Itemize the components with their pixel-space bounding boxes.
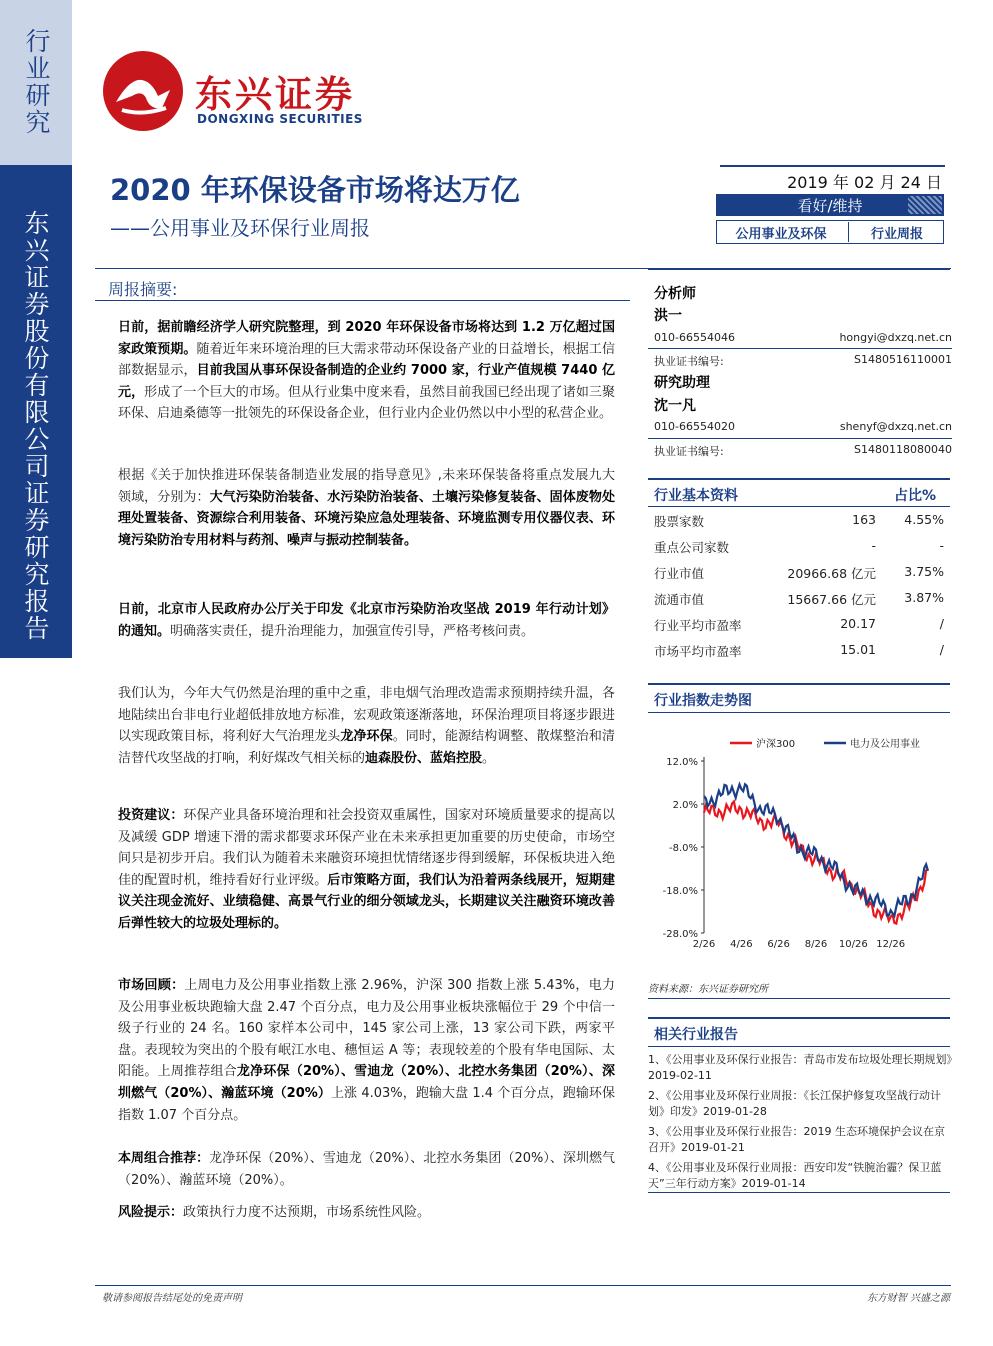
text-run: 明确落实责任，提升治理能力，加强宣传引导，严格考核问责。 xyxy=(170,623,535,639)
report-title: 2020 年环保设备市场将达万亿 xyxy=(110,173,520,207)
assistant-row-rule xyxy=(648,438,952,439)
footer-slogan: 东方财智 兴盛之源 xyxy=(866,1293,950,1304)
bold-text-run: 龙净环保 xyxy=(340,729,393,745)
logo-en-text: DONGXING SECURITIES xyxy=(197,112,363,126)
bold-text-run: 风险提示： xyxy=(118,1205,184,1220)
text-run: 我们认为，今年大气仍然是治理的重中之重，非电烟气治理改造需求预期持续升温，各地陆续出台非电行业超低排放地方标准，宏观政策逐渐落地，环保治理项目将逐步跟进以实现政策目标，将利好大气治理龙头 xyxy=(118,686,615,745)
reports-title: 相关行业报告 xyxy=(654,1027,738,1043)
summary-paragraph xyxy=(118,1148,615,1191)
analyst-row-rule xyxy=(648,348,952,349)
industry-row-value: - xyxy=(871,538,876,553)
text-run: 环保产业具备环境治理和社会投资双重属性，国家对环境质量要求的提高以及减缓 GDP 增速下滑的需求都要求环保产业在未来承担更加重要的历史使命，市场空间只是初步开启。我们认为随着未来融资环境担忧情绪逐步得到缓解，环保板块进入绝佳的配置时机，维持看好行业评级。 xyxy=(118,808,615,888)
industry-row-pct: / xyxy=(939,616,944,631)
series-line xyxy=(704,802,928,924)
chart-bottom-rule xyxy=(648,998,950,999)
reports-top-rule xyxy=(648,1017,950,1019)
text-run: 上涨 4.03%，跑输大盘 1.4 个百分点，跑输环保指数 1.07 个百分点。 xyxy=(118,1085,616,1123)
text-run: 形成了一个巨大的市场。但从行业集中度来看，虽然目前我国已经出现了诸如三聚环保、启迪桑德等一批领先的环保设备企业，但行业内企业仍然以中小型的私营企业。 xyxy=(118,384,615,422)
analyst-email[interactable]: hongyi@dxzq.net.cn xyxy=(839,331,952,344)
industry-row-value: 163 xyxy=(852,512,876,527)
analyst-rule xyxy=(648,268,950,270)
report-link[interactable]: 3、《公用事业及环保行业报告：2019 生态环境保护会议在京召开》2019-01-21 xyxy=(648,1125,945,1154)
legend-label: 沪深300 xyxy=(756,739,796,750)
chart-title-rule xyxy=(648,712,950,713)
industry-row-pct: 3.87% xyxy=(904,590,944,605)
tag-separator xyxy=(848,222,849,242)
industry-row-pct: 4.55% xyxy=(904,512,944,527)
summary-paragraph xyxy=(118,465,615,551)
bold-text-run: 大气污染防治装备、水污染防治装备、土壤污染修复装备、固体废物处理处置装备、资源综合利用装备、环境污染应急处理装备、环境监测专用仪器仪表、环境污染防治专用材料与药剂、噪声与振动控制装备。 xyxy=(118,489,615,548)
summary-paragraph xyxy=(118,317,615,425)
reports-bottom-rule xyxy=(648,1192,950,1193)
industry-index-chart xyxy=(648,725,948,965)
industry-row-label: 重点公司家数 xyxy=(654,540,730,555)
footer-disclaimer: 敬请参阅报告结尾处的免责声明 xyxy=(102,1293,242,1304)
text-run: 。 xyxy=(482,750,496,766)
industry-row-value: 15667.66 亿元 xyxy=(787,592,876,607)
industry-row-label: 流通市值 xyxy=(654,592,705,607)
footer-rule xyxy=(95,1285,951,1286)
legend-label: 电力及公用事业 xyxy=(850,739,920,750)
industry-row-value: 15.01 xyxy=(840,642,876,657)
rating-text: 看好/维持 xyxy=(797,197,863,215)
industry-row-pct: / xyxy=(939,642,944,657)
text-run: 政策执行力度不达预期，市场系统性风险。 xyxy=(183,1205,431,1220)
tag-report-type: 行业周报 xyxy=(870,227,923,242)
text-run: 上周电力及公用事业指数上涨 2.96%，沪深 300 指数上涨 5.43%，电力及公用事业板块跑输大盘 2.47 个百分点，电力及公用事业板块涨幅位于 29 个中信一级子行业的 24 名。160 家样本公司中，145 家公司上涨，13 家公司下跌，两家平盘。表现较为突出的个股有岷江水电、穗恒运 A 等；表现较差的个股有华电国际、太阳能。上周推荐组合 xyxy=(118,978,615,1080)
industry-row-label: 股票家数 xyxy=(654,514,705,529)
analyst-name: 洪一 xyxy=(654,308,682,324)
text-run: 根据《关于加快推进环保装备制造业发展的指导意见》,未来环保装备将重点发展九大领域，分别为： xyxy=(118,468,615,505)
assistant-cert: S1480118080040 xyxy=(854,443,952,456)
bold-text-run: 目前我国从事环保设备制造的企业约 7000 家，行业产值规模 7440 亿元， xyxy=(118,363,615,400)
analyst-phone: 010-66554046 xyxy=(654,331,735,344)
bold-text-run: 市场回顾： xyxy=(118,978,185,993)
report-link[interactable]: 2、《公用事业及环保行业周报：《长江保护修复攻坚战行动计划》印发》2019-01-28 xyxy=(648,1089,941,1118)
industry-table-top-rule xyxy=(648,478,950,480)
bold-text-run: 投资建议： xyxy=(118,808,184,823)
summary-label: 周报摘要: xyxy=(108,280,178,299)
summary-paragraph xyxy=(118,1202,615,1224)
x-tick-label: 6/26 xyxy=(767,939,790,950)
chart-top-rule xyxy=(648,683,950,685)
y-tick-label: 2.0% xyxy=(672,800,698,811)
industry-table-pct-header: 占比% xyxy=(893,488,936,504)
assistant-cert-label: 执业证书编号: xyxy=(654,445,724,458)
reports-title-rule xyxy=(648,1046,950,1047)
assistant-phone: 010-66554020 xyxy=(654,420,735,433)
summary-paragraph xyxy=(118,805,615,935)
x-tick-label: 10/26 xyxy=(838,939,868,950)
x-tick-label: 12/26 xyxy=(876,939,906,950)
sidebar-category: 行业研究 xyxy=(22,28,51,136)
industry-row-label: 市场平均市盈率 xyxy=(654,644,742,659)
summary-paragraph xyxy=(118,975,615,1126)
industry-row-value: 20966.68 亿元 xyxy=(787,566,876,581)
assistant-name: 沈一凡 xyxy=(654,398,696,414)
rating-hatch-decoration xyxy=(908,196,942,214)
x-tick-label: 4/26 xyxy=(730,939,753,950)
dongxing-logo-icon xyxy=(102,50,184,132)
industry-table-title: 行业基本资料 xyxy=(654,488,738,504)
date-rule xyxy=(720,165,945,167)
chart-title: 行业指数走势图 xyxy=(654,693,752,709)
logo-cn-text: 东兴证券 xyxy=(195,73,355,116)
y-tick-label: 12.0% xyxy=(666,757,698,768)
report-date: 2019 年 02 月 24 日 xyxy=(787,173,942,192)
y-tick-label: -18.0% xyxy=(662,886,698,897)
bold-text-run: 日前，北京市人民政府办公厅关于印发《北京市污染防治攻坚战 2019 年行动计划》的通知。 xyxy=(118,602,615,639)
y-tick-label: -8.0% xyxy=(668,843,698,854)
summary-paragraph xyxy=(118,683,615,769)
text-run: 随着近年来环境治理的巨大需求带动环保设备产业的日益增长，根据工信部数据显示， xyxy=(118,341,615,379)
industry-row-label: 行业市值 xyxy=(654,566,705,581)
assistant-email[interactable]: shenyf@dxzq.net.cn xyxy=(839,420,952,433)
bold-text-run: 本周组合推荐： xyxy=(118,1151,210,1166)
analyst-label: 分析师 xyxy=(654,286,696,302)
tag-industry: 公用事业及环保 xyxy=(735,227,827,242)
chart-source: 资料来源：东兴证券研究所 xyxy=(648,984,768,995)
text-run: 龙净环保（20%）、雪迪龙（20%）、北控水务集团（20%）、深圳燃气（20%）、瀚蓝环境（20%）。 xyxy=(118,1151,615,1188)
assistant-label: 研究助理 xyxy=(654,375,710,391)
bold-text-run: 龙净环保（20%）、雪迪龙（20%）、北控水务集团（20%）、深圳燃气（20%）、瀚蓝环境（20%） xyxy=(118,1064,615,1101)
industry-row-pct: - xyxy=(939,538,944,553)
report-link[interactable]: 1、《公用事业及环保行业报告：青岛市发布垃圾处理长期规划》2019-02-11 xyxy=(648,1053,952,1082)
series-line xyxy=(704,784,928,916)
industry-row-value: 20.17 xyxy=(840,616,876,631)
sidebar-firm-name: 东兴证券股份有限公司证券研究报告 xyxy=(21,210,50,642)
bold-text-run: 后市策略方面，我们认为沿着两条线展开，短期建议关注现金流好、业绩稳健、高景气行业的细分领域龙头，长期建议关注融资环境改善后弹性较大的垃圾处理标的。 xyxy=(118,872,615,931)
summary-paragraph xyxy=(118,599,615,642)
analyst-cert-label: 执业证书编号: xyxy=(654,355,724,368)
report-link[interactable]: 4、《公用事业及环保行业周报：西安印发“铁腕治霾？保卫蓝天”三年行动方案》2019-01-14 xyxy=(648,1161,942,1190)
y-tick-label: -28.0% xyxy=(662,929,698,940)
industry-row-pct: 3.75% xyxy=(904,564,944,579)
report-subtitle: ——公用事业及环保行业周报 xyxy=(110,216,370,240)
industry-row-label: 行业平均市盈率 xyxy=(654,618,742,633)
summary-bottom-rule xyxy=(95,300,630,301)
industry-table-header-rule xyxy=(648,506,950,507)
x-tick-label: 2/26 xyxy=(692,939,716,950)
bold-text-run: 迪森股份、蓝焰控股 xyxy=(365,750,483,766)
x-tick-label: 8/26 xyxy=(804,939,828,950)
analyst-cert: S1480516110001 xyxy=(854,353,952,366)
text-run: 。同时，能源结构调整、散煤整治和清洁替代攻坚战的打响，利好煤改气相关标的 xyxy=(118,729,615,766)
bold-text-run: 日前，据前瞻经济学人研究院整理，到 2020 年环保设备市场将达到 1.2 万亿超过国家政策预期。 xyxy=(118,320,615,357)
